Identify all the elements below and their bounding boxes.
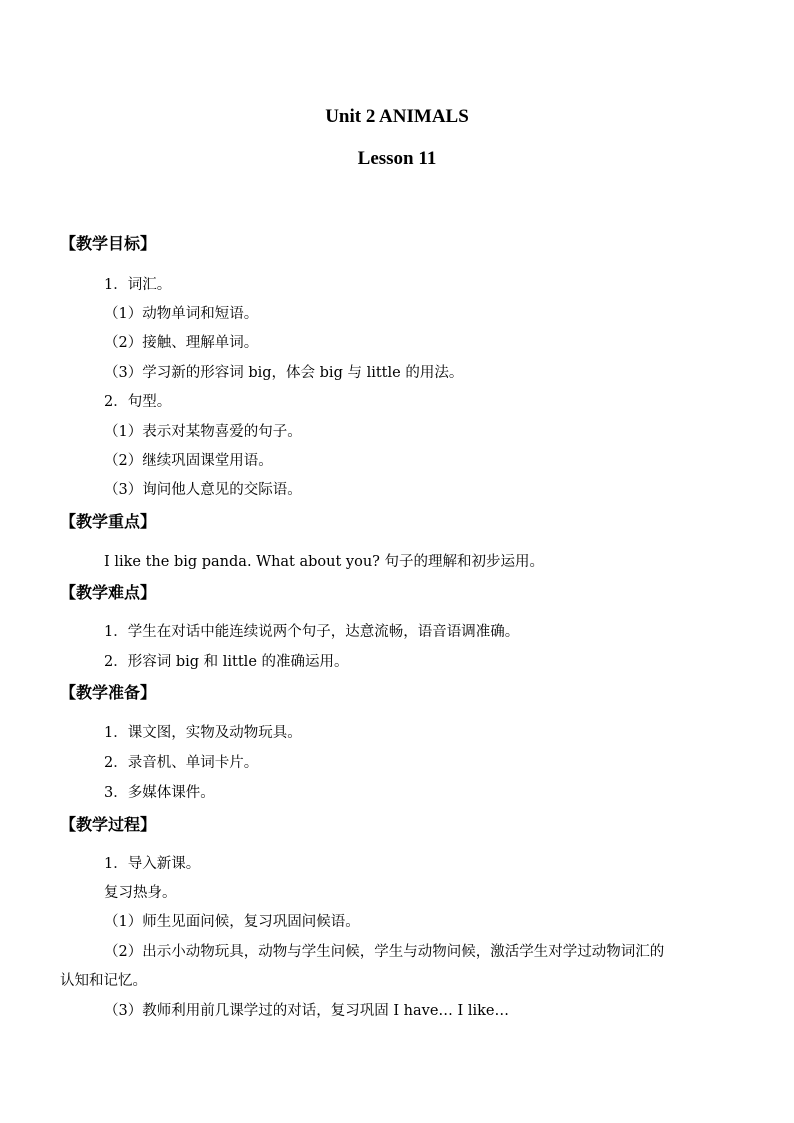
section-heading-difficulties: 【教学难点】 (60, 583, 157, 602)
document-title: Unit 2 ANIMALS (325, 106, 469, 127)
difficulties-line-2: 2．形容词 big 和 little 的准确运用。 (104, 654, 349, 670)
process-line-2: 复习热身。 (104, 885, 177, 901)
goals-line-5: 2．句型。 (104, 394, 172, 410)
preparation-line-3: 3．多媒体课件。 (104, 785, 215, 801)
goals-line-2: （1）动物单词和短语。 (104, 306, 259, 322)
goals-line-4: （3）学习新的形容词 big，体会 big 与 little 的用法。 (104, 365, 464, 381)
goals-line-3: （2）接触、理解单词。 (104, 335, 259, 351)
title-block (0, 104, 794, 172)
preparation-line-1: 1．课文图，实物及动物玩具。 (104, 725, 302, 741)
section-heading-process: 【教学过程】 (60, 815, 157, 834)
process-line-5: 认知和记忆。 (60, 973, 147, 989)
process-line-3: （1）师生见面问候，复习巩固问候语。 (104, 914, 360, 930)
process-line-4: （2）出示小动物玩具，动物与学生问候，学生与动物问候，激活学生对学过动物词汇的 (104, 944, 665, 960)
difficulties-line-1: 1．学生在对话中能连续说两个句子，达意流畅，语音语调准确。 (104, 624, 520, 640)
goals-line-6: （1）表示对某物喜爱的句子。 (104, 424, 302, 440)
key-points-line-1: I like the big panda. What about you? 句子的理解和初步运用。 (104, 554, 545, 570)
section-heading-preparation: 【教学准备】 (60, 683, 157, 702)
section-heading-key-points: 【教学重点】 (60, 512, 157, 531)
process-line-1: 1．导入新课。 (104, 856, 201, 872)
process-line-6: （3）教师利用前几课学过的对话，复习巩固 I have… I like… (104, 1003, 510, 1019)
section-heading-goals: 【教学目标】 (60, 234, 157, 253)
goals-line-1: 1．词汇。 (104, 277, 172, 293)
goals-line-8: （3）询问他人意见的交际语。 (104, 482, 302, 498)
document-subtitle: Lesson 11 (357, 148, 437, 169)
goals-line-7: （2）继续巩固课堂用语。 (104, 453, 273, 469)
preparation-line-2: 2．录音机、单词卡片。 (104, 755, 259, 771)
